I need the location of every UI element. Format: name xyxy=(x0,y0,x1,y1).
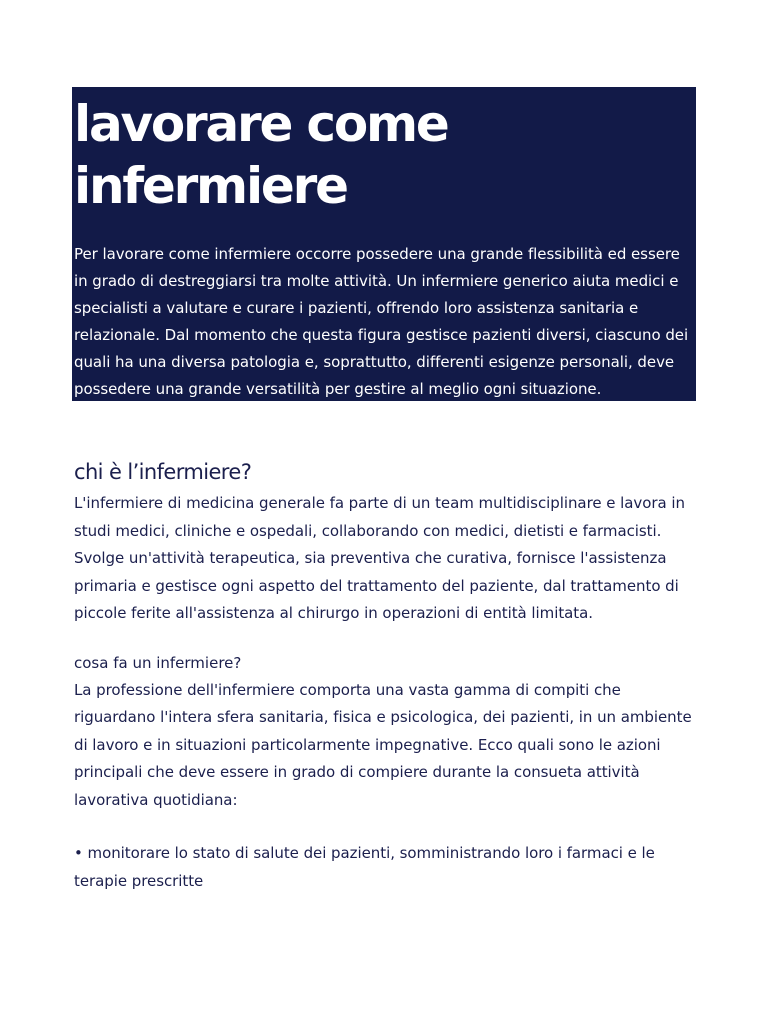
list-item: • monitorare lo stato di salute dei pazienti, somministrando loro i farmaci e le terapie prescritte xyxy=(74,844,655,890)
intro-paragraph: Per lavorare come infermiere occorre possedere una grande flessibilità ed essere in grado di destreggiarsi tra molte attività. Un infermiere generico aiuta medici e specialisti a valutare e curare i pazienti, offrendo loro assistenza sanitaria e relazionale. Dal momento che questa figura gestisce pazienti diversi, ciascuno dei quali ha una diversa patologia e, soprattutto, differenti esigenze personali, deve possedere una grande versatilità per gestire al meglio ogni situazione. xyxy=(74,245,689,398)
section-body-chi-e: L'infermiere di medicina generale fa parte di un team multidisciplinare e lavora in studi medici, cliniche e ospedali, collaborando con medici, dietisti e farmacisti. Svolge un'attività terapeutica, sia preventiva che curativa, fornisce l'assistenza primaria e gestisce ogni aspetto del trattamento del paziente, dal trattamento di piccole ferite all'assistenza al chirurgo in operazioni di entità limitata. xyxy=(74,494,685,622)
article-content xyxy=(74,456,700,895)
section-body-cosa-fa: La professione dell'infermiere comporta una vasta gamma di compiti che riguardano l'intera sfera sanitaria, fisica e psicologica, dei pazienti, in un ambiente di lavoro e in situazioni particolarmente impegnative. Ecco quali sono le azioni principali che deve essere in grado di compiere durante la consueta attività lavorativa quotidiana: xyxy=(74,680,692,809)
page-title-line-2: infermiere xyxy=(74,157,347,215)
section-heading-chi-e: chi è l’infermiere? xyxy=(74,460,252,484)
section-heading-cosa-fa: cosa fa un infermiere? xyxy=(74,653,242,672)
page-title-line-1: lavorare come xyxy=(74,95,448,153)
duties-list xyxy=(74,840,700,895)
page-title xyxy=(74,87,696,217)
hero-banner xyxy=(72,87,696,401)
